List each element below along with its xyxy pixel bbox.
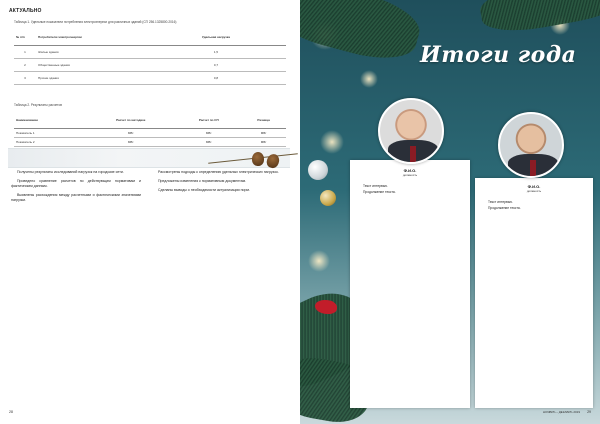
portrait-photo-2	[498, 112, 564, 178]
table-cell: 2	[14, 58, 36, 71]
table-header-cell: Разница	[241, 112, 286, 128]
table-cell: 0,8	[146, 71, 286, 84]
pine-cone-icon	[252, 152, 264, 166]
paragraph: Сделаны выводы о необходимости актуализации норм.	[158, 188, 250, 193]
table-cell: Прочие здания	[36, 71, 146, 84]
card-body	[358, 184, 462, 197]
table-header-row	[14, 29, 286, 45]
ornament-ball	[320, 190, 336, 206]
page-number-right: 29	[587, 410, 591, 414]
ornament-ball	[308, 160, 328, 180]
bokeh-light	[320, 130, 344, 154]
page-number-left: 28	[9, 410, 13, 414]
table-row	[14, 58, 286, 71]
table-row	[14, 137, 286, 146]
card-body	[483, 200, 585, 213]
paragraph: Проведено сравнение расчетов по действующим нормативам и фактическим данным.	[11, 179, 141, 189]
tie-shape	[410, 146, 416, 162]
table-2-caption: Таблица 2. Результаты расчетов	[14, 103, 62, 107]
paragraph: Продолжение текста.	[363, 190, 396, 195]
table-cell: Общественные здания	[36, 58, 146, 71]
issue-footer: НОЯБРЬ – ДЕКАБРЬ 2019	[542, 410, 580, 414]
table-cell: Показатель 2	[14, 137, 85, 146]
paragraph: Текст интервью.	[488, 200, 513, 204]
table-cell: Жилые здания	[36, 45, 146, 58]
bokeh-light	[308, 250, 330, 272]
person-role: должность	[402, 173, 418, 177]
fir-branch	[300, 0, 425, 68]
person-name: Ф.И.О.	[527, 184, 541, 189]
table-header-cell: Расчет по методике	[85, 112, 176, 128]
tie-shape	[530, 160, 536, 176]
table-cell: 0,7	[146, 58, 286, 71]
table-cell: МВт	[85, 128, 176, 137]
bokeh-light	[360, 70, 378, 88]
section-title: Итоги года	[420, 42, 577, 68]
interview-card-2	[475, 178, 593, 408]
paragraph: Продолжение текста.	[488, 206, 521, 211]
paragraph: Предложены изменения к нормативным документам.	[158, 179, 247, 184]
table-header-cell: Потребители электроэнергии	[36, 29, 146, 45]
table-header-cell: Расчет по СП	[176, 112, 241, 128]
table-row	[14, 71, 286, 84]
table-header-cell: Удельная нагрузка	[146, 29, 286, 45]
table-cell: МВт	[85, 137, 176, 146]
section-tag: АКТУАЛЬНО	[9, 8, 42, 14]
paragraph: Рассмотрены подходы к определению удельных электрических нагрузок.	[158, 170, 279, 174]
table-row	[14, 128, 286, 137]
table-1-caption: Таблица 1. Удельные показатели потребления электроэнергии для различных зданий (СП 256.1325800.2016)	[14, 20, 177, 24]
right-page	[300, 0, 600, 424]
fir-branch	[477, 0, 600, 38]
table-header-cell: Наименование	[14, 112, 85, 128]
table-row	[14, 45, 286, 58]
article-column-1	[11, 170, 141, 207]
table-header-row	[14, 112, 286, 128]
table-cell: МВт	[241, 128, 286, 137]
ribbon-bow	[315, 300, 337, 314]
table-1	[14, 29, 286, 85]
person-name: Ф.И.О.	[403, 168, 417, 173]
table-2	[14, 112, 286, 147]
decorative-photo-strip	[8, 148, 290, 168]
table-header-cell: № п/п	[14, 29, 36, 45]
table-cell: 1,5	[146, 45, 286, 58]
table-cell: Показатель 1	[14, 128, 85, 137]
table-cell: МВт	[176, 128, 241, 137]
table-cell: 1	[14, 45, 36, 58]
interview-card-1	[350, 160, 470, 408]
paragraph: Получены результаты исследований нагрузок на городские сети.	[17, 170, 124, 174]
portrait-photo-1	[378, 98, 444, 164]
article-column-2	[152, 170, 282, 197]
paragraph: Выявлены расхождения между расчетными и фактическими значениями нагрузки.	[11, 193, 141, 203]
paragraph: Текст интервью.	[363, 184, 388, 188]
table-cell: МВт	[176, 137, 241, 146]
table-cell: 3	[14, 71, 36, 84]
table-cell: МВт	[241, 137, 286, 146]
person-role: должность	[526, 189, 542, 193]
